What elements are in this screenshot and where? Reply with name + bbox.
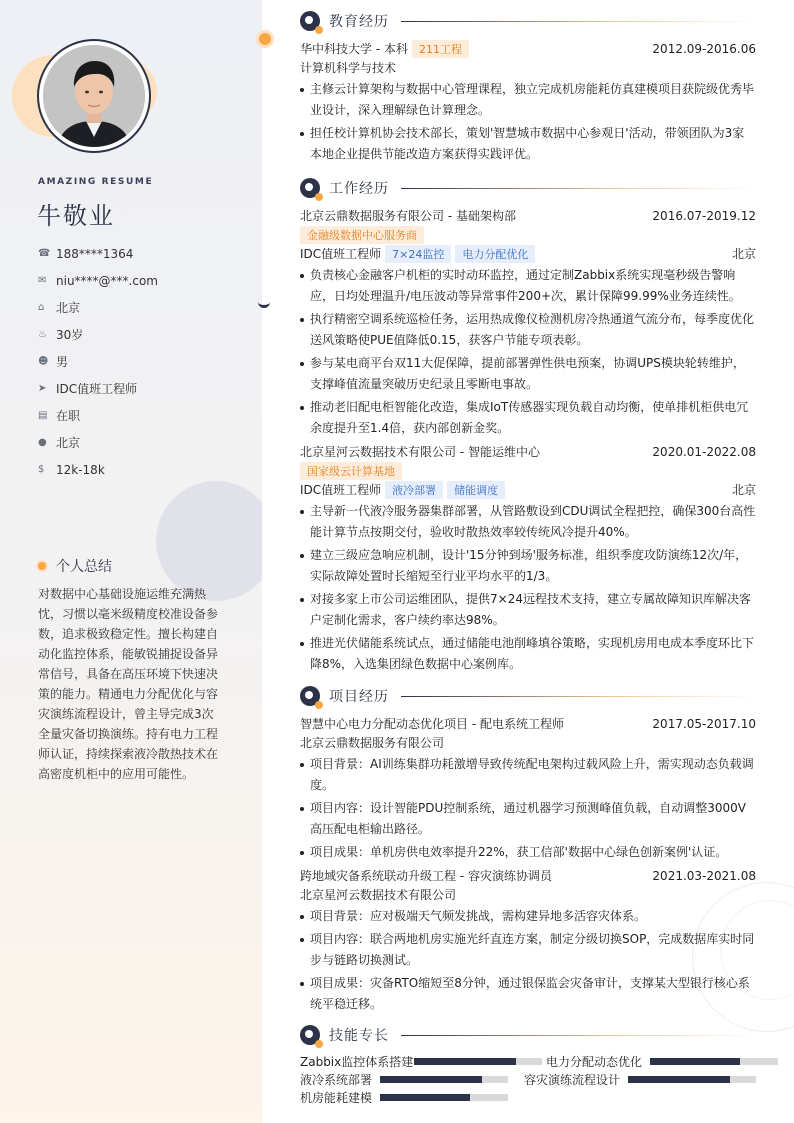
skill-bar <box>380 1076 508 1083</box>
major: 计算机科学与技术 <box>300 61 397 75</box>
school-name: 华中科技大学 - 本科 <box>300 41 408 56</box>
section-title: 项目经历 <box>329 689 389 705</box>
section-title: 技能专长 <box>329 1028 389 1044</box>
send-icon: ➤ <box>38 383 47 394</box>
home-icon: ⌂ <box>38 302 45 313</box>
job-role: IDC值班工程师 <box>300 482 382 497</box>
job-city: 北京 <box>731 247 756 261</box>
project-date: 2017.05-2017.10 <box>652 716 756 731</box>
company-tag: 金融级数据中心服务商 <box>300 226 424 244</box>
skill-tag: 储能调度 <box>447 481 505 499</box>
bullet-item: 项目成果：灾备RTO缩短至8分钟，通过银保监会灾备审计，支撑某大型银行核心系统平稳迁移。 <box>300 973 756 1015</box>
briefcase-icon: ▤ <box>38 410 48 421</box>
bullet-item: 执行精密空调系统巡检任务，运用热成像仪检测机房冷热通道气流分布，每季度优化送风策略使PUE值降低0.15，获客户节能专项表彰。 <box>300 309 756 351</box>
dot-icon <box>36 560 48 572</box>
bullet-item: 项目内容：联合两地机房实施光纤直连方案，制定分级切换SOP，完成数据库实时同步与链路切换测试。 <box>300 929 756 971</box>
job-date: 2020.01-2022.08 <box>652 444 756 459</box>
section-icon <box>300 11 320 31</box>
info-text: niu****@***.com <box>56 273 158 288</box>
skill-item <box>524 1071 756 1088</box>
job-header <box>300 206 756 225</box>
role-group <box>300 481 505 499</box>
job-date: 2016.07-2019.12 <box>652 208 756 223</box>
info-row <box>38 348 158 375</box>
section-divider <box>401 21 756 22</box>
cake-icon: ♨ <box>38 329 47 340</box>
skill-item <box>546 1053 778 1070</box>
projects-block <box>300 714 756 1018</box>
skill-bar-fill <box>380 1076 482 1083</box>
skill-bar-fill <box>380 1094 470 1101</box>
info-text: 男 <box>56 355 69 369</box>
bullet-item: 项目背景：AI训练集群功耗激增导致传统配电架构过载风险上升，需实现动态负载调度。 <box>300 754 756 796</box>
bullet-item: 推进光伏储能系统试点，通过储能电池削峰填谷策略，实现机房用电成本季度环比下降8%，入选集团绿色数据中心案例库。 <box>300 633 756 675</box>
project-name: 智慧中心电力分配动态优化项目 - 配电系统工程师 <box>300 717 564 731</box>
info-row <box>38 456 158 483</box>
role-group <box>300 245 535 263</box>
bullet-item: 参与某电商平台双11大促保障，提前部署弹性供电预案，协调UPS模块轮转维护，支撑峰值流量突破历史纪录且零断电事故。 <box>300 353 756 395</box>
info-text: 30岁 <box>56 328 84 342</box>
skill-bar <box>628 1076 756 1083</box>
job-header <box>300 442 756 461</box>
project-date: 2021.03-2021.08 <box>652 868 756 883</box>
company-name: 北京星河云数据技术有限公司 - 智能运维中心 <box>300 445 540 459</box>
candidate-name: 牛敬业 <box>37 202 115 230</box>
section-icon <box>300 1025 320 1045</box>
info-row <box>38 294 158 321</box>
info-text: 北京 <box>56 436 81 450</box>
info-text: IDC值班工程师 <box>56 382 138 396</box>
bullet-item: 负责核心金融客户机柜的实时动环监控，通过定制Zabbix系统实现毫秒级告警响应，日均处理温升/电压波动等异常事件200+次，累计保障99.99%业务连续性。 <box>300 265 756 307</box>
skill-bar-fill <box>628 1076 730 1083</box>
project-name: 跨地域灾备系统联动升级工程 - 容灾演练协调员 <box>300 869 552 883</box>
skill-name: 机房能耗建模 <box>300 1091 373 1105</box>
bullet-item: 项目背景：应对极端天气频发挑战，需构建异地多活容灾体系。 <box>300 906 756 927</box>
info-text: 188****1364 <box>56 246 134 261</box>
skill-bar <box>414 1058 542 1065</box>
role-row <box>300 480 756 499</box>
bullet-item: 建立三级应急响应机制，设计'15分钟到场'服务标准，组织季度攻防演练12次/年，实际故障处置时长缩短至行业平均水平的1/3。 <box>300 545 756 587</box>
info-row <box>38 267 158 294</box>
skill-bar-fill <box>414 1058 516 1065</box>
education-bullets <box>300 79 756 165</box>
info-row <box>38 375 158 402</box>
decor-blob <box>156 481 262 601</box>
section-icon <box>300 178 320 198</box>
info-text: 北京 <box>56 301 81 315</box>
section-education <box>300 10 756 32</box>
skill-bar-fill <box>650 1058 740 1065</box>
skill-item <box>300 1053 542 1070</box>
info-row <box>38 402 158 429</box>
section-divider <box>401 696 756 697</box>
project-org: 北京星河云数据技术有限公司 <box>300 888 457 902</box>
company-name: 北京云鼎数据服务有限公司 - 基础架构部 <box>300 209 516 223</box>
company-tag-row <box>300 461 756 480</box>
info-row <box>38 321 158 348</box>
location-icon: ● <box>38 437 47 448</box>
project-header <box>300 714 756 733</box>
company-tag-row <box>300 225 756 244</box>
section-title: 教育经历 <box>329 14 389 30</box>
education-date: 2012.09-2016.06 <box>652 41 756 56</box>
bullet-item: 担任校计算机协会技术部长，策划'智慧城市数据中心参观日'活动，带领团队为3家本地企业提供节能改造方案获得实践评优。 <box>300 123 756 165</box>
job-role: IDC值班工程师 <box>300 246 382 261</box>
skill-name: Zabbix监控体系搭建 <box>300 1055 414 1069</box>
education-block <box>300 39 756 165</box>
work-block <box>300 206 756 678</box>
bullet-item: 项目成果：单机房供电效率提升22%，获工信部'数据中心绿色创新案例'认证。 <box>300 842 756 863</box>
info-row <box>38 240 158 267</box>
summary-title: 个人总结 <box>56 559 112 575</box>
project-org: 北京云鼎数据服务有限公司 <box>300 736 445 750</box>
skill-name: 电力分配动态优化 <box>546 1055 643 1069</box>
bullet-item: 主导新一代液冷服务器集群部署，从管路敷设到CDU调试全程把控，确保300台高性能计算节点按期交付，验收时散热效率较传统风冷提升40%。 <box>300 501 756 543</box>
skill-tag: 7×24监控 <box>385 245 451 263</box>
info-text: 在职 <box>56 409 81 423</box>
section-divider <box>401 1035 756 1036</box>
skill-name: 液冷系统部署 <box>300 1073 373 1087</box>
decor-arc <box>258 300 270 308</box>
skill-name: 容灾演练流程设计 <box>524 1073 621 1087</box>
role-row <box>300 244 756 263</box>
phone-icon: ☎ <box>38 248 51 259</box>
company-tag: 国家级云计算基地 <box>300 462 402 480</box>
main-content <box>300 0 756 1123</box>
skill-tag: 液冷部署 <box>385 481 443 499</box>
summary-text: 对数据中心基础设施运维充满热忱，习惯以毫米级精度校准设备参数，追求极致稳定性。擅长构建自动化监控体系，能敏锐捕捉设备异常信号，具备在高压环境下快速决策的能力。精通电力分配优化与容灾演练流程设计，曾主导完成3次全量灾备切换演练。持有电力工程师认证，持续探索液冷散热技术在高密度机柜中的应用可能性。 <box>38 587 219 781</box>
education-header <box>300 39 756 58</box>
bullet-item: 主修云计算架构与数据中心管理课程，独立完成机房能耗仿真建模项目获院级优秀毕业设计，深入理解绿色计算理念。 <box>300 79 756 121</box>
skill-item <box>300 1089 508 1106</box>
resume-eyebrow: AMAZING RESUME <box>38 177 154 187</box>
sidebar <box>0 0 262 1123</box>
section-projects <box>300 685 756 707</box>
contact-info <box>38 240 158 483</box>
section-divider <box>401 188 756 189</box>
summary-heading <box>36 556 112 576</box>
project-header <box>300 866 756 885</box>
bullet-item: 对接多家上市公司运维团队，提供7×24远程技术支持，建立专属故障知识库解决客户定制化需求，客户续约率达98%。 <box>300 589 756 631</box>
avatar <box>43 45 145 147</box>
skill-bar <box>380 1094 508 1101</box>
bullet-item: 推动老旧配电柜智能化改造，集成IoT传感器实现负载自动均衡，使单排机柜供电冗余度提升至1.4倍，获内部创新金奖。 <box>300 397 756 439</box>
section-icon <box>300 686 320 706</box>
spacer <box>300 675 756 678</box>
section-skills <box>300 1024 756 1046</box>
decor-dot <box>259 33 271 45</box>
job-city: 北京 <box>731 483 756 497</box>
info-text: 12k-18k <box>56 462 105 477</box>
skill-item <box>300 1071 508 1088</box>
section-title: 工作经历 <box>329 181 389 197</box>
school-tag: 211工程 <box>412 40 469 58</box>
spacer <box>300 1015 756 1018</box>
gender-icon: ☻ <box>38 356 49 367</box>
salary-icon: $ <box>38 464 45 475</box>
info-row <box>38 429 158 456</box>
skill-tag: 电力分配优化 <box>455 245 535 263</box>
section-work <box>300 177 756 199</box>
mail-icon: ✉ <box>38 275 47 286</box>
bullet-item: 项目内容：设计智能PDU控制系统，通过机器学习预测峰值负载，自动调整3000V高压配电柜输出路径。 <box>300 798 756 840</box>
skill-bar <box>650 1058 778 1065</box>
